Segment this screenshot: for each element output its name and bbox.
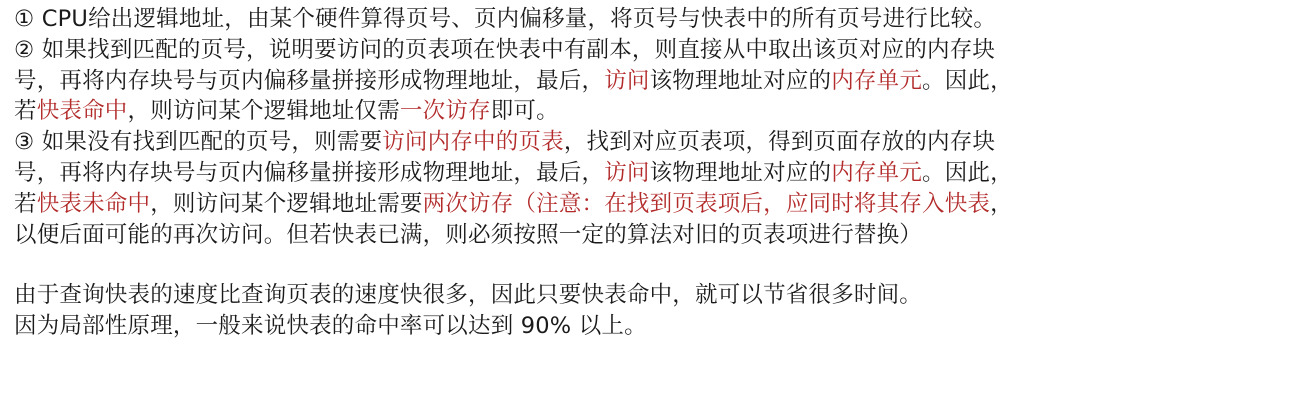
step-2-line-1	[14, 35, 1292, 66]
step-3-line-4-text: 以便后面可能的再次访问。但若快表已满，则必须按照一定的算法对旧的页表项进行替换）	[14, 221, 923, 248]
step-3-highlight-tlb-miss: 快表未命中	[36, 190, 151, 217]
step-3-line-1-part-c: ，找到对应页表项，得到页面存放的内存块	[563, 129, 996, 156]
step-2-line-3-part-e: 即可。	[490, 98, 559, 125]
step-3-line-2-part-e: 。因此，	[922, 159, 1013, 186]
step-1-text: ① CPU给出逻辑地址，由某个硬件算得页号、页内偏移量，将页号与快表中的所有页号进行比较。	[14, 6, 997, 32]
step-2-line-2-part-a: 号，再将内存块号与页内偏移量拼接形成物理地址，最后，	[14, 67, 605, 94]
step-3-line-3	[14, 189, 1292, 220]
paragraph-spacer	[14, 250, 1292, 280]
step-2-line-3-part-c: ，则访问某个逻辑地址仅需	[127, 98, 400, 125]
summary-text-1: 由于查询快表的速度比查询页表的速度快很多，因此只要快表命中，就可以节省很多时间。	[14, 282, 923, 309]
step-3-line-4	[14, 220, 1292, 251]
step-3-highlight-access-page-table: 访问内存中的页表	[382, 129, 564, 156]
step-2-line-3-part-a: 若	[14, 98, 37, 125]
step-2-line-2	[14, 66, 1292, 97]
step-2-highlight-tlb-hit: 快表命中	[36, 98, 128, 125]
step-2-text: ② 如果找到匹配的页号，说明要访问的页表项在快表中有副本，则直接从中取出该页对应的内存块	[14, 36, 996, 63]
step-2-highlight-access: 访问	[604, 67, 650, 94]
step-2-line-2-part-c: 该物理地址对应的	[649, 67, 832, 94]
document-body	[14, 4, 1292, 342]
step-3-line-1-part-a: ③ 如果没有找到匹配的页号，则需要	[14, 129, 383, 156]
step-3-line-1	[14, 127, 1292, 158]
step-1-line-1	[14, 4, 1292, 35]
step-2-highlight-one-access: 一次访存	[399, 98, 491, 125]
summary-line-2	[14, 311, 1292, 342]
step-3-line-3-part-a: 若	[14, 190, 37, 217]
step-2-line-2-part-e: 。因此，	[922, 67, 1013, 94]
step-3-line-2-part-c: 该物理地址对应的	[649, 159, 832, 186]
step-2-line-3	[14, 96, 1292, 127]
step-3-highlight-access: 访问	[604, 159, 650, 186]
step-3-line-3-part-c: ，则访问某个逻辑地址需要	[150, 190, 423, 217]
summary-line-1	[14, 280, 1292, 311]
step-3-line-3-part-e: ，	[990, 190, 1013, 217]
step-3-line-2	[14, 158, 1292, 189]
step-2-highlight-memory-unit: 内存单元	[831, 67, 923, 94]
step-3-highlight-memory-unit: 内存单元	[831, 159, 923, 186]
step-3-line-2-part-a: 号，再将内存块号与页内偏移量拼接形成物理地址，最后，	[14, 159, 605, 186]
summary-text-2: 因为局部性原理，一般来说快表的命中率可以达到 90% 以上。	[14, 313, 647, 340]
step-3-highlight-two-accesses-note: 两次访存（注意：在找到页表项后，应同时将其存入快表	[422, 190, 991, 217]
